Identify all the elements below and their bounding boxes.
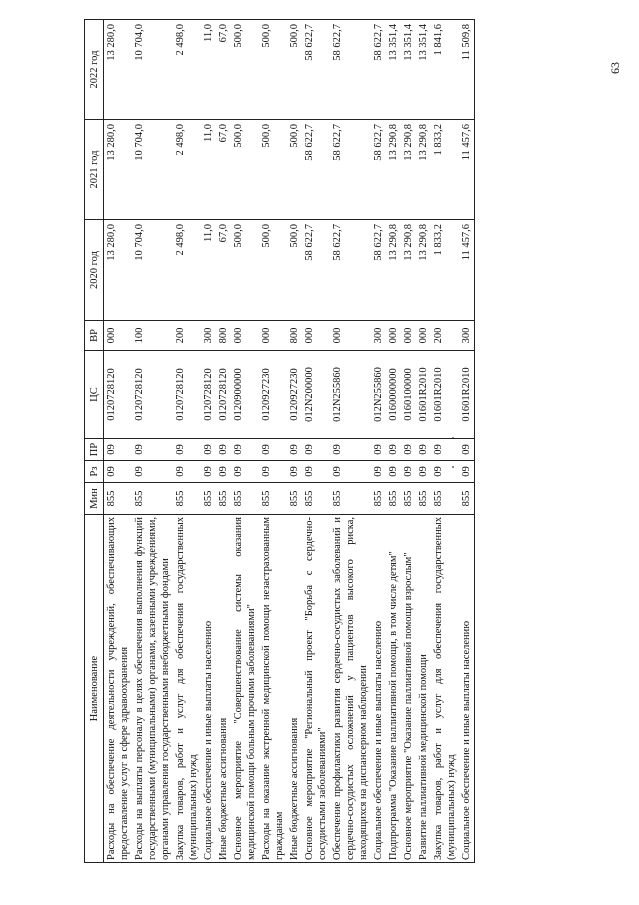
cell-vr: 300 — [201, 321, 216, 351]
header-name: Наименование — [85, 515, 104, 863]
cell-y2020: 13 290,8 — [401, 220, 416, 321]
cell-y2022: 58 622,7 — [330, 20, 371, 120]
cell-y2021: 67,0 — [216, 120, 231, 220]
cell-y2022: 58 622,7 — [302, 20, 330, 120]
cell-rz: 09 — [431, 461, 459, 483]
cell-y2020: 13 290,8 — [386, 220, 401, 321]
table-row — [287, 20, 302, 863]
cell-name: Социальное обеспечение и иные выплаты населению — [201, 515, 216, 863]
cell-rz: 09 — [173, 461, 201, 483]
cell-pr: 09 — [173, 439, 201, 461]
cell-name: Социальное обеспечение и иные выплаты населению — [459, 515, 475, 863]
table-row — [173, 20, 201, 863]
cell-y2020: 2 498,0 — [173, 220, 201, 321]
budget-table — [84, 19, 475, 863]
cell-vr: 300 — [459, 321, 475, 351]
cell-y2021: 58 622,7 — [330, 120, 371, 220]
header-rz: Рз — [85, 461, 104, 483]
cell-vr: 000 — [302, 321, 330, 351]
cell-rz: 09 — [416, 461, 431, 483]
cell-cs: 012N255860 — [330, 351, 371, 439]
rotated-table-container — [84, 20, 595, 863]
cell-pr: 09 — [231, 439, 259, 461]
cell-pr: 09 — [416, 439, 431, 461]
cell-vr: 800 — [216, 321, 231, 351]
cell-y2021: 500,0 — [231, 120, 259, 220]
cell-y2020: 10 704,0 — [132, 220, 173, 321]
header-2021: 2021 год — [85, 120, 104, 220]
table-row — [259, 20, 287, 863]
cell-vr: 200 — [173, 321, 201, 351]
cell-name: Расходы на оказание экстренной медицинской помощи незастрахованным гражданам — [259, 515, 287, 863]
table-row — [302, 20, 330, 863]
cell-y2022: 10 704,0 — [132, 20, 173, 120]
cell-y2021: 500,0 — [259, 120, 287, 220]
cell-min: 855 — [104, 483, 133, 515]
cell-rz: 09 — [132, 461, 173, 483]
cell-y2022: 500,0 — [231, 20, 259, 120]
cell-cs: 0120728120 — [216, 351, 231, 439]
cell-pr: 09 — [371, 439, 386, 461]
cell-y2020: 13 290,8 — [416, 220, 431, 321]
cell-y2022: 13 351,4 — [386, 20, 401, 120]
table-row — [416, 20, 431, 863]
cell-rz: 09 — [459, 461, 475, 483]
cell-y2020: 67,0 — [216, 220, 231, 321]
cell-y2021: 13 290,8 — [416, 120, 431, 220]
cell-cs: 0120927230 — [259, 351, 287, 439]
table-row — [231, 20, 259, 863]
cell-cs: 01601R2010 — [459, 351, 475, 439]
cell-pr: 09 — [459, 439, 475, 461]
cell-pr: 09 — [259, 439, 287, 461]
table-body — [104, 20, 475, 863]
cell-y2021: 13 290,8 — [386, 120, 401, 220]
cell-cs: 012N200000 — [302, 351, 330, 439]
cell-rz: 09 — [231, 461, 259, 483]
cell-name: Расходы на выплаты персоналу в целях обеспечения выполнения функций государственными (муниципальными) органами, казенными учреждениями, органами управления государственными внебюджетными фондами — [132, 515, 173, 863]
cell-vr: 000 — [386, 321, 401, 351]
cell-y2020: 500,0 — [259, 220, 287, 321]
table-row — [330, 20, 371, 863]
cell-y2020: 500,0 — [287, 220, 302, 321]
cell-cs: 0120728120 — [201, 351, 216, 439]
cell-name: Основное мероприятие "Оказание паллиативной помощи взрослым" — [401, 515, 416, 863]
cell-min: 855 — [386, 483, 401, 515]
cell-name: Иные бюджетные ассигнования — [216, 515, 231, 863]
cell-pr: 09 — [330, 439, 371, 461]
cell-y2020: 58 622,7 — [302, 220, 330, 321]
cell-min: 855 — [287, 483, 302, 515]
cell-name: Закупка товаров, работ и услуг для обеспечения государственных (муниципальных) нужд — [173, 515, 201, 863]
cell-min: 855 — [201, 483, 216, 515]
cell-y2020: 13 280,0 — [104, 220, 133, 321]
cell-name: Социальное обеспечение и иные выплаты населению — [371, 515, 386, 863]
cell-y2021: 11 457,6 — [459, 120, 475, 220]
table-row — [459, 20, 475, 863]
cell-min: 855 — [132, 483, 173, 515]
cell-y2022: 2 498,0 — [173, 20, 201, 120]
cell-pr: 09 — [386, 439, 401, 461]
cell-vr: 200 — [431, 321, 459, 351]
cell-y2022: 11,0 — [201, 20, 216, 120]
cell-rz: 09 — [386, 461, 401, 483]
cell-min: 855 — [459, 483, 475, 515]
cell-min: 855 — [401, 483, 416, 515]
cell-vr: 100 — [132, 321, 173, 351]
cell-name: Иные бюджетные ассигнования — [287, 515, 302, 863]
cell-rz: 09 — [302, 461, 330, 483]
table-row — [216, 20, 231, 863]
cell-min: 855 — [231, 483, 259, 515]
cell-y2022: 13 280,0 — [104, 20, 133, 120]
cell-vr: 000 — [401, 321, 416, 351]
cell-y2022: 13 351,4 — [416, 20, 431, 120]
cell-vr: 000 — [259, 321, 287, 351]
cell-y2020: 500,0 — [231, 220, 259, 321]
cell-name: Развитие паллиативной медицинской помощи — [416, 515, 431, 863]
cell-name: Расходы на обеспечение деятельности учреждений, обеспечивающих предоставление услуг в сфере здравоохранения — [104, 515, 133, 863]
cell-pr: 09 — [201, 439, 216, 461]
table-header-row — [85, 20, 104, 863]
cell-min: 855 — [259, 483, 287, 515]
cell-cs: 0120728120 — [104, 351, 133, 439]
cell-rz: 09 — [216, 461, 231, 483]
cell-y2021: 58 622,7 — [371, 120, 386, 220]
cell-rz: 09 — [104, 461, 133, 483]
cell-y2021: 13 280,0 — [104, 120, 133, 220]
cell-min: 855 — [216, 483, 231, 515]
table-row — [371, 20, 386, 863]
cell-cs: 0120728120 — [132, 351, 173, 439]
cell-y2020: 58 622,7 — [371, 220, 386, 321]
cell-name: Подпрограмма "Оказание паллиативной помощи, в том числе детям" — [386, 515, 401, 863]
cell-vr: 000 — [330, 321, 371, 351]
cell-pr: 09 — [287, 439, 302, 461]
header-pr: ПР — [85, 439, 104, 461]
cell-y2021: 2 498,0 — [173, 120, 201, 220]
cell-cs: 01601R2010 — [416, 351, 431, 439]
table-row — [401, 20, 416, 863]
cell-rz: 09 — [201, 461, 216, 483]
table-row — [201, 20, 216, 863]
cell-cs: 0160100000 — [401, 351, 416, 439]
cell-y2022: 1 841,6 — [431, 20, 459, 120]
cell-rz: 09 — [259, 461, 287, 483]
cell-rz: 09 — [371, 461, 386, 483]
cell-min: 855 — [371, 483, 386, 515]
cell-y2022: 500,0 — [287, 20, 302, 120]
cell-y2021: 13 290,8 — [401, 120, 416, 220]
table-row — [431, 20, 459, 863]
header-vr: ВР — [85, 321, 104, 351]
cell-min: 855 — [431, 483, 459, 515]
cell-pr: 09 — [216, 439, 231, 461]
cell-vr: 800 — [287, 321, 302, 351]
cell-y2021: 10 704,0 — [132, 120, 173, 220]
cell-y2021: 11,0 — [201, 120, 216, 220]
cell-y2021: 500,0 — [287, 120, 302, 220]
cell-cs: 0120728120 — [173, 351, 201, 439]
cell-y2020: 11,0 — [201, 220, 216, 321]
cell-min: 855 — [330, 483, 371, 515]
cell-y2022: 67,0 — [216, 20, 231, 120]
cell-name: Обеспечение профилактики развития сердечно-сосудистых заболеваний и сердечно-сосудистых осложнений у пациентов высокого риска, находящихся на диспансерном наблюдении — [330, 515, 371, 863]
cell-cs: 0120927230 — [287, 351, 302, 439]
header-cs: ЦС — [85, 351, 104, 439]
cell-rz: 09 — [330, 461, 371, 483]
header-2022: 2022 год — [85, 20, 104, 120]
cell-vr: 000 — [231, 321, 259, 351]
cell-vr: 000 — [104, 321, 133, 351]
cell-y2020: 1 833,2 — [431, 220, 459, 321]
table-row — [386, 20, 401, 863]
cell-rz: 09 — [287, 461, 302, 483]
cell-y2020: 58 622,7 — [330, 220, 371, 321]
cell-rz: 09 — [401, 461, 416, 483]
header-min: Мин — [85, 483, 104, 515]
cell-y2022: 13 351,4 — [401, 20, 416, 120]
cell-pr: 09 — [104, 439, 133, 461]
cell-y2021: 1 833,2 — [431, 120, 459, 220]
cell-name: Основное мероприятие "Совершенствование системы оказания медицинской помощи больным прочими заболеваниями" — [231, 515, 259, 863]
cell-pr: 09 — [302, 439, 330, 461]
cell-cs: 012N255860 — [371, 351, 386, 439]
cell-y2022: 500,0 — [259, 20, 287, 120]
header-2020: 2020 год — [85, 220, 104, 321]
cell-cs: 0120900000 — [231, 351, 259, 439]
cell-vr: 300 — [371, 321, 386, 351]
cell-cs: 0160000000 — [386, 351, 401, 439]
cell-pr: 09 — [431, 439, 459, 461]
cell-y2021: 58 622,7 — [302, 120, 330, 220]
table-row — [132, 20, 173, 863]
table-row — [104, 20, 133, 863]
cell-min: 855 — [302, 483, 330, 515]
cell-y2022: 58 622,7 — [371, 20, 386, 120]
cell-pr: 09 — [401, 439, 416, 461]
cell-y2020: 11 457,6 — [459, 220, 475, 321]
cell-y2022: 11 509,8 — [459, 20, 475, 120]
cell-name: Закупка товаров, работ и услуг для обеспечения государственных (муниципальных) нужд — [431, 515, 459, 863]
cell-min: 855 — [416, 483, 431, 515]
cell-name: Основное мероприятие "Региональный проект "Борьба с сердечно-сосудистыми заболеваниями" — [302, 515, 330, 863]
page-number: 63 — [608, 62, 622, 74]
cell-cs: 01601R2010 — [431, 351, 459, 439]
cell-pr: 09 — [132, 439, 173, 461]
cell-min: 855 — [173, 483, 201, 515]
cell-vr: 000 — [416, 321, 431, 351]
